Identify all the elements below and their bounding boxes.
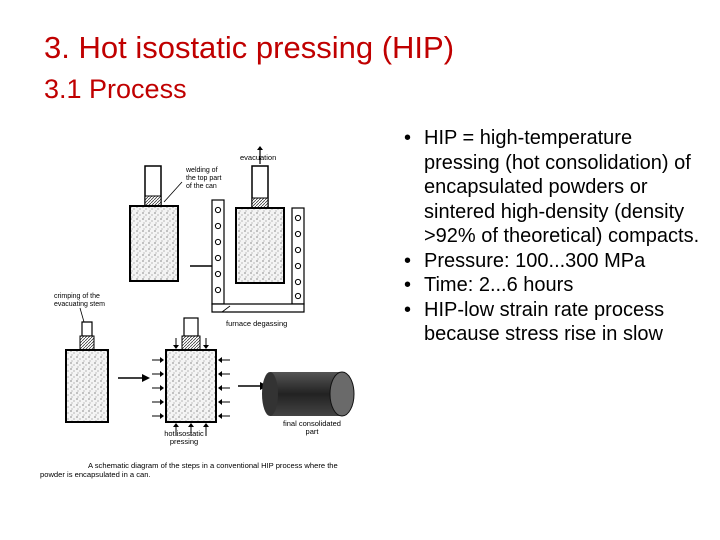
hip-can-icon [152,318,230,436]
svg-text:powder is encapsulated in a ca: powder is encapsulated in a can. [40,470,151,479]
slide-title: 3. Hot isostatic pressing (HIP) [44,30,455,65]
bullet-text: HIP = high-temperature pressing (hot consolidation) of encapsulated powders or sintered high-density (density >92% of theoretical) compacts. [424,127,700,247]
svg-text:final consolidated: final consolidated [283,419,341,428]
hip-process-diagram [34,146,384,486]
svg-text:pressing: pressing [169,437,199,446]
filled-can-icon [130,166,178,281]
bullet-item [400,298,700,347]
bullet-text: HIP-low strain rate process because stress rise in slow [424,298,665,345]
slide-subtitle: 3.1 Process [44,74,187,104]
final-part-label [283,419,341,436]
bullet-marker: • [404,298,412,321]
bullet-list [400,126,700,347]
bullet-marker: • [404,274,412,296]
bullet-item [400,249,700,274]
evacuation-label: evacuation [240,153,277,162]
final-part-icon [262,372,354,416]
process-arrow-icon [118,374,150,382]
bullet-marker: • [404,249,412,272]
welded-can-icon [236,146,284,283]
welding-label [185,167,221,190]
bullet-text: Pressure: 100...300 MPa [424,249,646,272]
bullet-item [400,126,700,249]
bullet-text: Time: 2...6 hours [424,274,574,296]
crimped-can-icon [66,322,108,422]
svg-text:welding of: welding of [186,167,218,174]
svg-text:crimping of the: crimping of the [54,293,100,300]
svg-text:A schematic diagram of the ste: A schematic diagram of the steps in a conventional HIP process where the [88,461,338,470]
svg-text:part: part [305,427,319,436]
bullet-marker: • [404,127,412,149]
bullet-item [400,273,700,298]
svg-text:the top part: the top part [186,175,222,182]
figure-caption [40,461,338,479]
svg-text:of the can: of the can [186,183,217,190]
furnace-degassing-label: furnace degassing [226,319,288,328]
hip-label [164,429,204,446]
crimping-label [54,293,105,308]
svg-text:hot isostatic: hot isostatic [164,429,204,438]
svg-text:evacuating stem: evacuating stem [54,301,105,308]
